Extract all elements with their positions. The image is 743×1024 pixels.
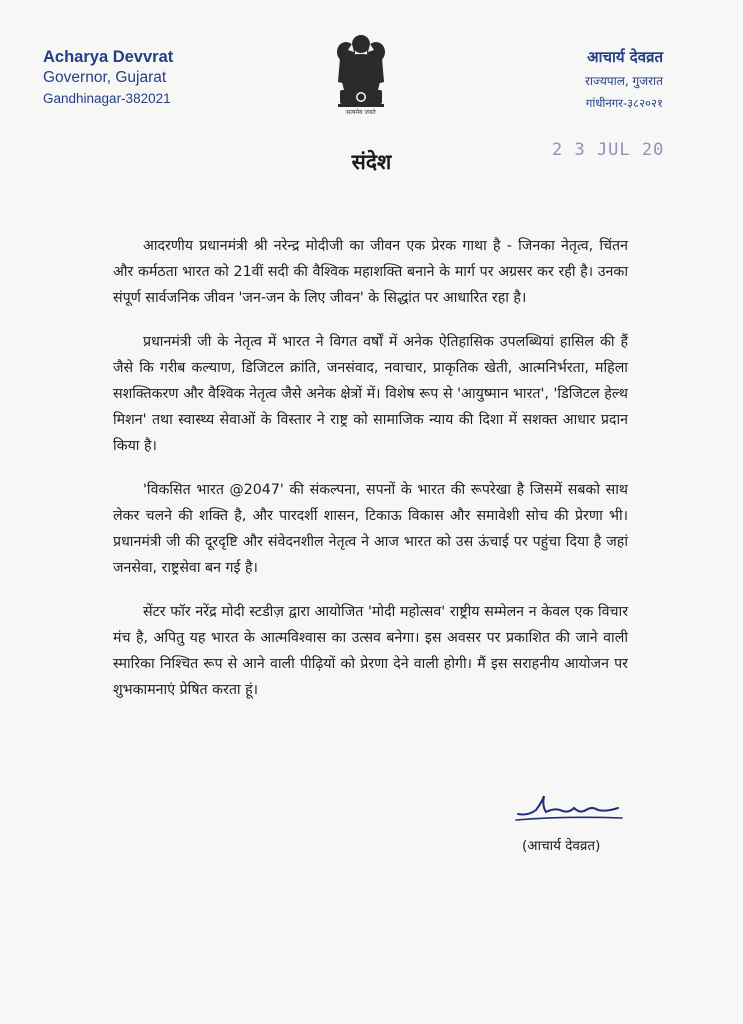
paragraph-3: 'विकसित भारत @2047' की संकल्पना, सपनों के भारत की रूपरेखा है जिसमें सबको साथ लेकर चलने की शक्ति है, और पारदर्शी शासन, टिकाऊ विकास और समावेशी सोच की प्रेरणा भी। प्रधानमंत्री जी की दूरदृष्टि और संवेदनशील नेतृत्व ने आज भारत को उस ऊंचाई पर पहुंचा दिया है जहां जनसेवा, राष्ट्रसेवा बन गई है। — [113, 482, 628, 576]
signature-icon — [514, 792, 624, 832]
sender-name-hindi: आचार्य देवव्रत — [587, 48, 663, 66]
sender-name-english: Acharya Devvrat — [43, 48, 174, 66]
letter-subject: संदेश — [351, 150, 392, 174]
letterhead-hindi — [585, 46, 663, 112]
sender-title-english: Governor, Gujarat — [43, 69, 167, 86]
emblem-motto: सत्यमेव जयते — [346, 109, 376, 116]
paragraph-4: सेंटर फॉर नरेंद्र मोदी स्टडीज़ द्वारा आयोजित 'मोदी महोत्सव' राष्ट्रीय सम्मेलन न केवल एक विचार मंच है, अपितु यह भारत के आत्मविश्वास का उत्सव बनेगा। इस अवसर पर प्रकाशित की जाने वाली स्मारिका निश्चित रूप से आने वाली पीढ़ियों को प्रेरणा देने वाली होगी। मैं इस सराहनीय आयोजन पर शुभकामनाएं प्रेषित करता हूं। — [113, 604, 628, 698]
sender-title-hindi: राज्यपाल, गुजरात — [584, 74, 663, 88]
letter-body — [113, 233, 628, 721]
date-stamp: 2 3 JUL 20 — [552, 140, 665, 160]
sender-address-english: Gandhinagar-382021 — [43, 91, 171, 106]
paragraph-2: प्रधानमंत्री जी के नेतृत्व में भारत ने विगत वर्षों में अनेक ऐतिहासिक उपलब्धियां हासिल की हैं जैसे कि गरीब कल्याण, डिजिटल क्रांति, जनसंवाद, नवाचार, प्राकृतिक खेती, आत्मनिर्भरता, महिला सशक्तिकरण और वैश्विक नेतृत्व जैसे अनेक क्षेत्रों में। विशेष रूप से 'आयुष्मान भारत', 'डिजिटल हेल्थ मिशन' तथा स्वास्थ्य सेवाओं के विस्तार ने राष्ट्र को सामाजिक न्याय की दिशा में सशक्त आधार प्रदान किया है। — [113, 334, 628, 454]
sender-address-hindi: गांधीनगर-३८२०२१ — [585, 96, 663, 110]
letterhead-english — [43, 47, 173, 108]
signature-name: (आचार्य देवव्रत) — [522, 838, 601, 854]
paragraph-1: आदरणीय प्रधानमंत्री श्री नरेन्द्र मोदीजी का जीवन एक प्रेरक गाथा है - जिनका नेतृत्व, चिंतन और कर्मठता भारत को 21वीं सदी की वैश्विक महाशक्ति बनाने के मार्ग पर अग्रसर कर रही है। उनका संपूर्ण सार्वजनिक जीवन 'जन-जन के लिए जीवन' के सिद्धांत पर आधारित रहा है। — [113, 238, 628, 306]
